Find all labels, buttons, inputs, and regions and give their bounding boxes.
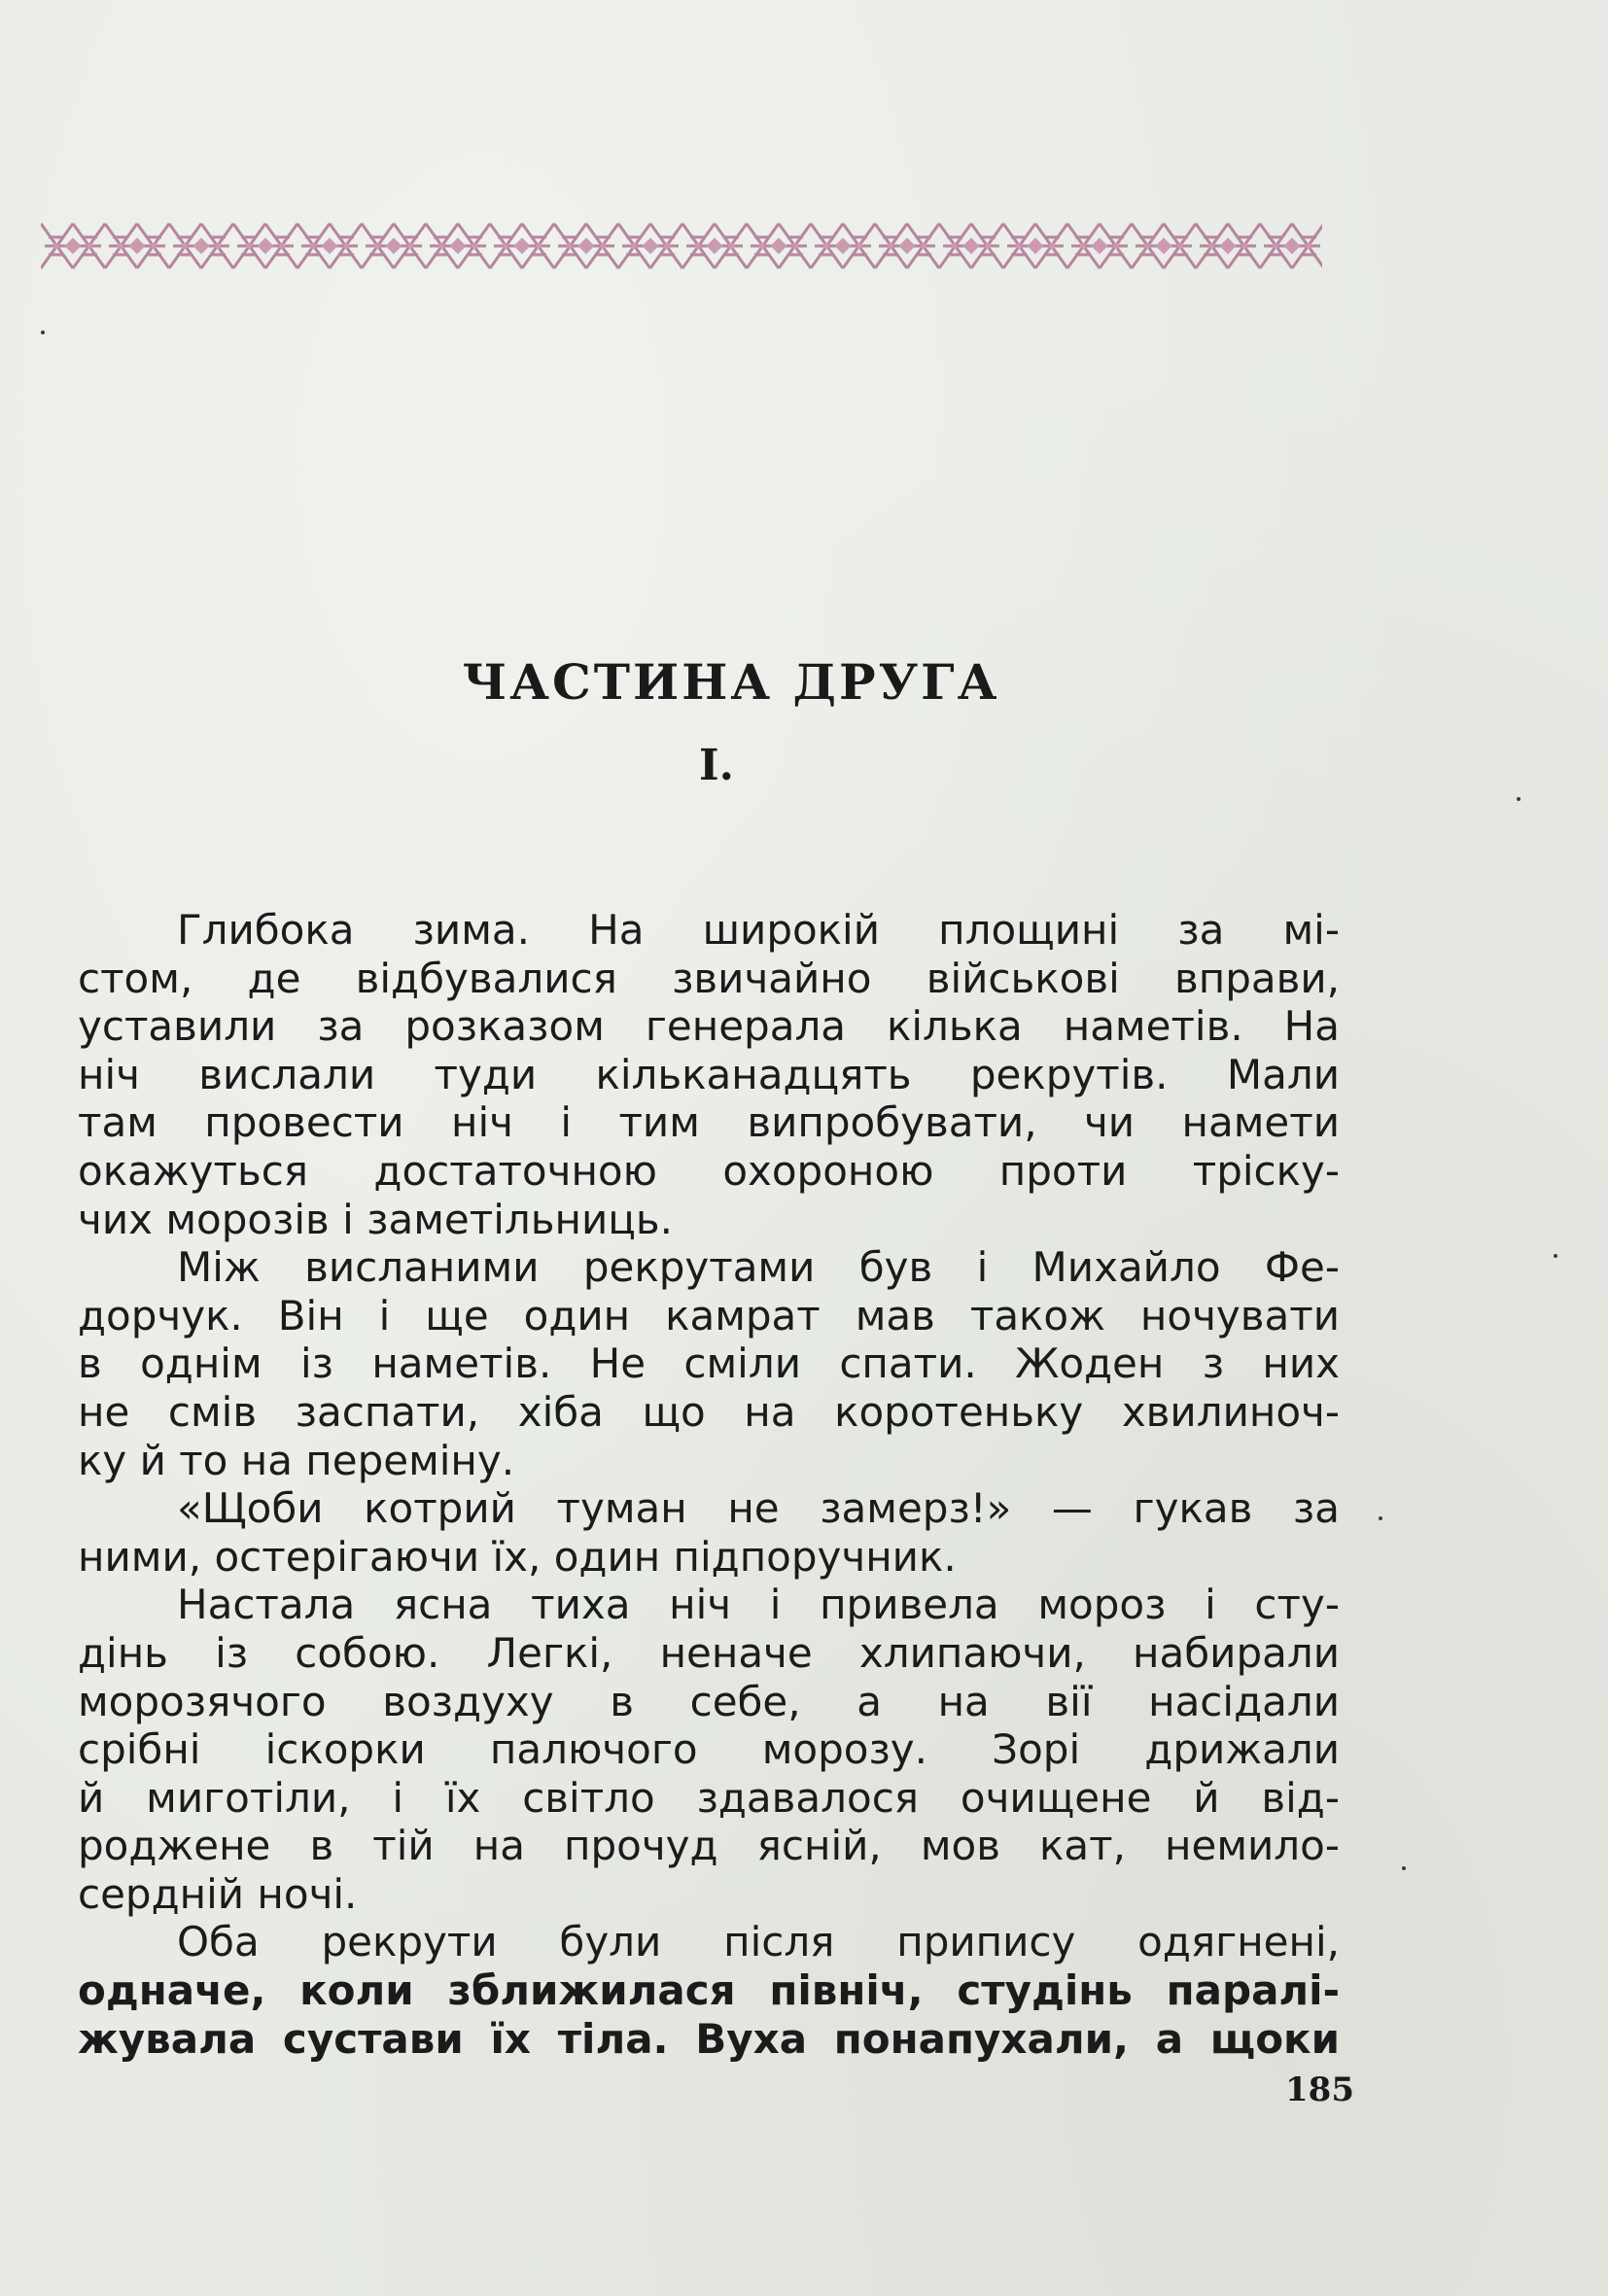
page-number: 185 — [1285, 2070, 1354, 2109]
text-line: стом, де відбувалися звичайно військові вправи, — [78, 954, 1340, 1002]
section-number: I. — [699, 741, 734, 790]
text-line: морозячого воздуху в себе, а на вії насідали — [78, 1677, 1340, 1725]
text-line: Настала ясна тиха ніч і привела мороз і сту- — [177, 1581, 1340, 1629]
text-line: не смів заспати, хіба що на коротеньку хвилиноч- — [78, 1387, 1340, 1436]
text-line: окажуться достаточною охороною проти тріску- — [78, 1146, 1340, 1195]
text-line: Глибока зима. На широкій площині за мі- — [177, 906, 1340, 954]
decorative-border — [41, 216, 1322, 276]
text-line: дінь із собою. Легкі, неначе хлипаючи, набирали — [78, 1628, 1340, 1677]
text-line: срібні іскорки палючого морозу. Зорі дрижали — [78, 1725, 1340, 1774]
text-line: Між висланими рекрутами був і Михайло Фе- — [177, 1243, 1340, 1292]
text-line: роджене в тій на прочуд ясній, мов кат, немило- — [78, 1822, 1340, 1870]
text-line: дорчук. Він і ще один камрат мав також ночувати — [78, 1291, 1340, 1339]
text-line: ніч вислали туди кільканадцять рекрутів. Мали — [78, 1050, 1340, 1098]
text-line: там провести ніч і тим випробувати, чи намети — [78, 1098, 1340, 1147]
text-line: чих морозів і заметільниць. — [78, 1195, 673, 1243]
scan-speck — [1379, 1516, 1382, 1520]
text-line: жувала сустави їх тіла. Вуха понапухали, а щоки — [78, 2014, 1340, 2063]
scan-speck — [1402, 1866, 1406, 1870]
chapter-title: ЧАСТИНА ДРУГА — [462, 653, 1000, 711]
text-line: в однім із наметів. Не сміли спати. Жоден з них — [78, 1339, 1340, 1388]
text-line: Оба рекрути були після припису одягнені, — [177, 1918, 1340, 1966]
scan-speck — [41, 330, 45, 334]
text-line: ними, остерігаючи їх, один підпоручник. — [78, 1532, 957, 1581]
text-line: уставили за розказом генерала кілька наметів. На — [78, 1002, 1340, 1051]
scan-speck — [1517, 797, 1521, 801]
text-line: ку й то на переміну. — [78, 1436, 515, 1484]
text-line: «Щоби котрий туман не замерз!» — гукав за — [177, 1484, 1340, 1533]
scan-speck — [1554, 1254, 1557, 1258]
text-line: одначе, коли зближилася північ, студінь паралі- — [78, 1966, 1340, 2015]
text-line: й миготіли, і їх світло здавалося очищене й від- — [78, 1773, 1340, 1822]
text-line: сердній ночі. — [78, 1869, 358, 1918]
body-text — [78, 906, 1340, 2063]
